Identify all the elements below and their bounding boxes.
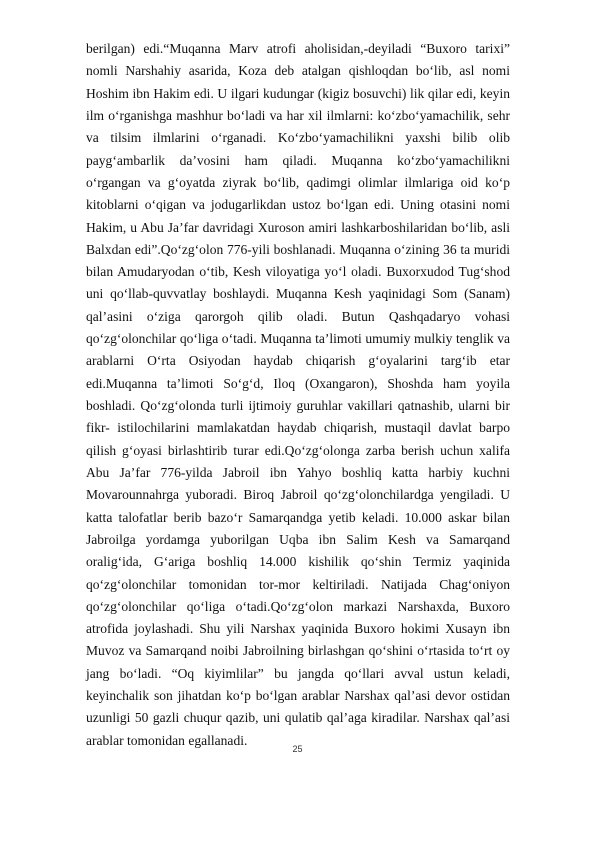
body-paragraph: berilgan) edi.“Muqanna Marv atrofi aholisidan,-deyiladi “Buxoro tarixi” nomli Narshahiy asarida, Koza deb atalgan qishloqdan bo‘lib, asl nomi Hoshim ibn Hakim edi. U ilgari kudungar (kigiz bosuvchi) lik qilar edi, keyin ilm o‘rganishga mashhur bo‘ladi va har xil ilmlarni: ko‘zbo‘yamachilik, sehr va tilsim ilmlarini o‘rganadi. Ko‘zbo‘yamachilikni yaxshi bilib olib payg‘ambarlik da’vosini ham qiladi. Muqanna ko‘zbo‘yamachilikni o‘rgangan va g‘oyatda ziyrak bo‘lib, qadimgi olimlar ilmlariga oid ko‘p kitoblarni o‘qigan va jodugarlikdan ustoz bo‘lgan edi. Uning otasini nomi Hakim, u Abu Ja’far davridagi Xuroson amiri lashkarboshilaridan bo‘lib, asli Balxdan edi”.Qo‘zg‘olon 776-yili boshlanadi. Muqanna o‘zining 36 ta muridi bilan Amudaryodan o‘tib, Kesh viloyatiga yo‘l oladi. Buxorxudod Tug‘shod uni qo‘llab-quvvatlay boshlaydi. Muqanna Kesh yaqinidagi Som (Sanam) qal’asini o‘ziga qarorgoh qilib oladi. Butun Qashqadaryo vohasi qo‘zg‘olonchilar qo‘liga o‘tadi. Muqanna ta’limoti umumiy mulkiy tenglik va arablarni O‘rta Osiyodan haydab chiqarish g‘oyalarini targ‘ib etar edi.Muqanna ta’limoti So‘g‘d, Iloq (Oxangaron), Shoshda ham yoyila boshladi. Qo‘zg‘olonda turli ijtimoiy guruhlar vakillari qatnashib, ularni bir fikr- istilochilarini mamlakatdan haydab chiqarish, mustaqil davlat barpo qilish g‘oyasi birlashtirib turar edi.Qo‘zg‘olonga zarba berish uchun xalifa Abu Ja’far 776-yilda Jabroil ibn Yahyo boshliq katta harbiy kuchni Movarounnahrga yuboradi. Biroq Jabroil qo‘zg‘olonchilardga yengiladi. U katta talofatlar berib bazo‘r Samarqandga yetib keladi. 10.000 askar bilan Jabroilga yordamga yuborilgan Uqba ibn Salim Kesh va Samarqand oralig‘ida, G‘ariga boshliq 14.000 kishilik qo‘shin Termiz yaqinida qo‘zg‘olonchilar tomonidan tor-mor keltiriladi. Natijada Chag‘oniyon qo‘zg‘olonchilar qo‘liga o‘tadi.Qo‘zg‘olon markazi Narshaxda, Buxoro atrofida joylashadi. Shu yili Narshax yaqinida Buxoro hokimi Xusayn ibn Muvoz va Samarqand noibi Jabroilning birlashgan qo‘shini o‘rtasida to‘rt oy jang bo‘ladi. “Oq kiyimlilar” bu jangda qo‘llari avval ustun keladi, keyinchalik son jihatdan ko‘p bo‘lgan arablar Narshax qal’asi devor ostidan uzunligi 50 gazli chuqur qazib, uni qulatib qal’aga kiradilar. Narshax qal’asi arablar tomonidan egallanadi.	[86, 41, 510, 748]
page-number: 25	[292, 744, 303, 754]
